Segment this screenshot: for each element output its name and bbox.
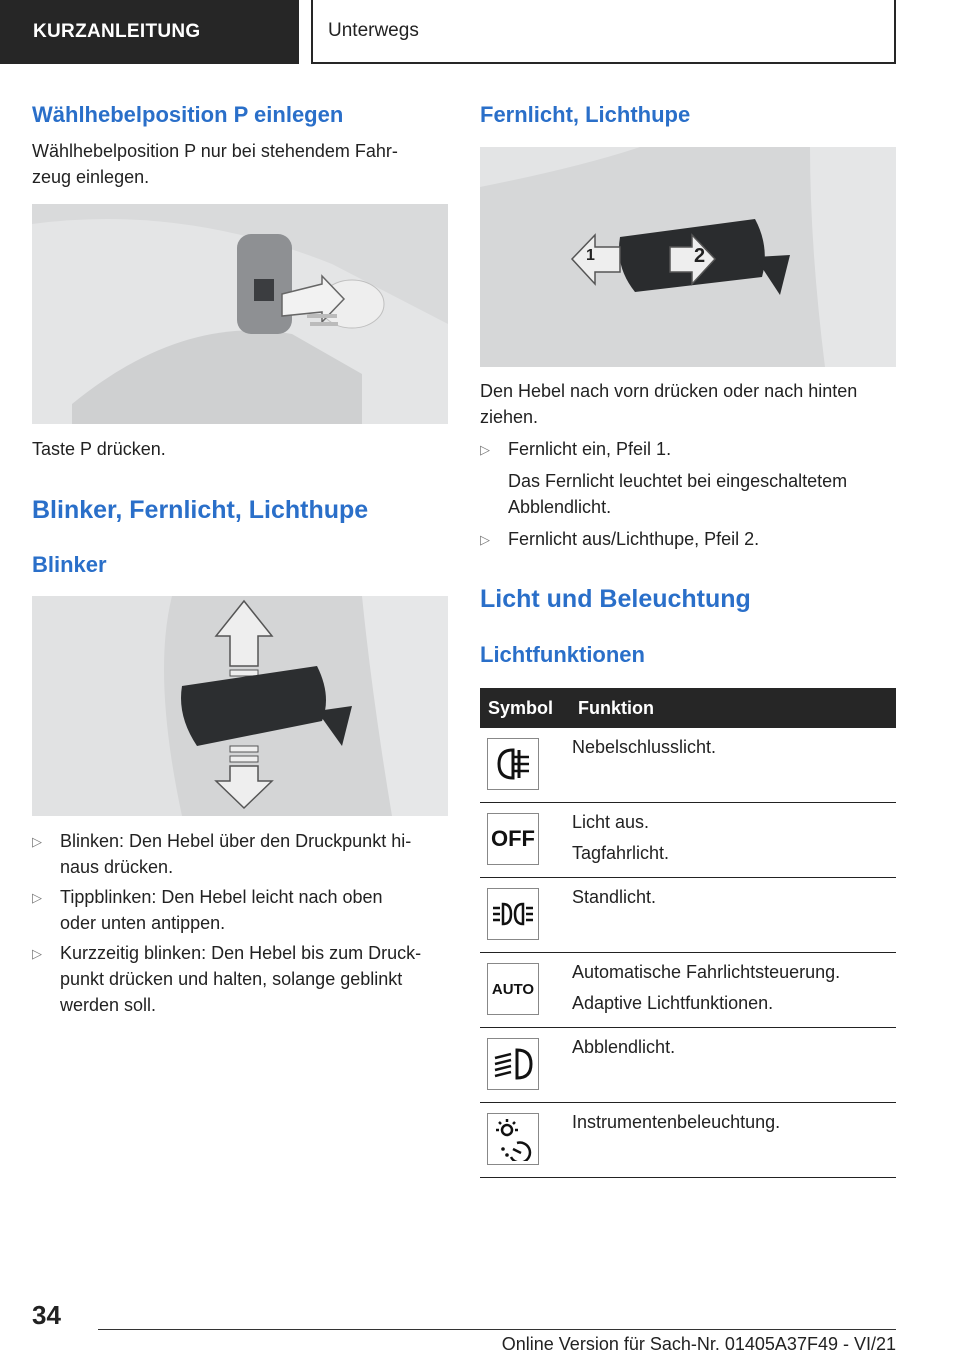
rear-fog-light-icon [487, 738, 539, 790]
high-beam-title: Fernlicht, Lichthupe [480, 102, 691, 127]
gear-selector-image [32, 204, 448, 424]
park-caption: Taste P drücken. [32, 439, 166, 459]
triangle-bullet-icon: ▷ [480, 532, 490, 547]
footer-divider [98, 1329, 896, 1330]
arrow-1-label: 1 [586, 247, 595, 264]
bullet-text: oder unten antippen. [60, 913, 226, 933]
list-item [480, 436, 896, 463]
section-tab: KURZANLEITUNG [0, 0, 299, 64]
function-text: Abblendlicht. [572, 1037, 676, 1057]
page-number: 34 [32, 1300, 61, 1330]
function-text: Licht aus. [572, 812, 650, 832]
light-section-title: Licht und Beleuchtung [480, 585, 751, 613]
instrument-lighting-icon [487, 1113, 539, 1165]
bullet-text: punkt drücken und halten, solange geblinkt [60, 969, 403, 989]
list-item [480, 526, 896, 553]
table-row [480, 1103, 896, 1178]
park-title: Wählhebelposition P einlegen [32, 102, 344, 127]
col-function-header: Funktion [570, 688, 896, 728]
high-text-1: Den Hebel nach vorn drücken oder nach hinten [480, 381, 858, 401]
parking-light-icon [487, 888, 539, 940]
list-item [32, 940, 448, 1018]
bullet-text: Fernlicht ein, Pfeil 1. [508, 439, 672, 459]
auto-icon [487, 963, 539, 1015]
table-row [480, 953, 896, 1028]
park-text-1: Wählhebelposition P nur bei stehendem Fahr- [32, 141, 398, 161]
high-text-2: ziehen. [480, 407, 539, 427]
table-row [480, 803, 896, 878]
bullet-text: werden soll. [60, 995, 157, 1015]
footer-text: Online Version für Sach-Nr. 01405A37F49 - VI/21 [501, 1334, 896, 1354]
list-item [32, 828, 448, 880]
table-header [480, 688, 896, 728]
turn-signal-image [32, 596, 448, 816]
high-beam-image [480, 147, 896, 367]
triangle-bullet-icon: ▷ [32, 890, 42, 905]
section-title-blinker: Blinker, Fernlicht, Lichthupe [32, 496, 369, 524]
function-text: Instrumentenbeleuchtung. [572, 1112, 781, 1132]
low-beam-icon [487, 1038, 539, 1090]
triangle-bullet-icon: ▷ [32, 946, 42, 961]
chapter-tab: Unterwegs [311, 0, 896, 64]
col-symbol-header: Symbol [480, 688, 570, 728]
park-text-2: zeug einlegen. [32, 167, 150, 187]
bullet-subtext: Abblendlicht. [508, 497, 612, 517]
bullet-text: naus drücken. [60, 857, 174, 877]
auto-symbol-text: AUTO [491, 980, 535, 998]
bullet-subtext: Das Fernlicht leuchtet bei eingeschaltetem [508, 471, 848, 491]
table-row [480, 1028, 896, 1103]
light-functions-table [480, 688, 896, 1178]
off-icon [487, 813, 539, 865]
bullet-text: Fernlicht aus/Lichthupe, Pfeil 2. [508, 529, 760, 549]
list-item [32, 884, 448, 936]
blinker-title: Blinker [32, 552, 107, 577]
function-text: Nebelschlusslicht. [572, 737, 717, 757]
table-row [480, 878, 896, 953]
function-text: Adaptive Lichtfunktionen. [572, 993, 774, 1013]
table-row [480, 728, 896, 803]
bullet-text: Kurzzeitig blinken: Den Hebel bis zum Druck- [60, 943, 422, 963]
function-text: Tagfahrlicht. [572, 843, 670, 863]
function-text: Standlicht. [572, 887, 657, 907]
functions-title: Lichtfunktionen [480, 642, 645, 667]
triangle-bullet-icon: ▷ [32, 834, 42, 849]
function-text: Automatische Fahrlichtsteuerung. [572, 962, 841, 982]
bullet-text: Tippblinken: Den Hebel leicht nach oben [60, 887, 383, 907]
bullet-text: Blinken: Den Hebel über den Druckpunkt hi- [60, 831, 412, 851]
off-symbol-text: OFF [491, 826, 535, 851]
triangle-bullet-icon: ▷ [480, 442, 490, 457]
arrow-2-label: 2 [694, 245, 706, 267]
